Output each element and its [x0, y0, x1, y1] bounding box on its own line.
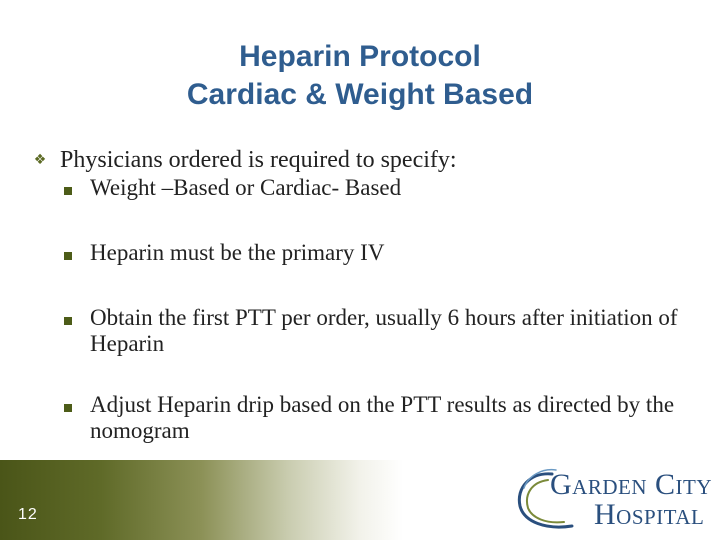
title-line-1: Heparin Protocol	[239, 40, 481, 73]
sub-bullet-item	[64, 305, 680, 357]
slide-title	[0, 38, 720, 114]
logo-text-line-1: Garden City	[550, 468, 712, 501]
square-bullet-icon	[64, 187, 72, 195]
slide-number: 12	[18, 506, 38, 523]
square-bullet-icon	[64, 252, 72, 260]
main-bullet-text: Physicians ordered is required to specify:	[60, 147, 457, 173]
sub-bullet-text: Weight –Based or Cardiac- Based	[90, 175, 402, 200]
sub-bullet-item	[64, 175, 680, 201]
title-line-2: Cardiac & Weight Based	[186, 78, 534, 111]
sub-bullet-text: Obtain the first PTT per order, usually 6 hours after initiation of Heparin	[90, 305, 678, 356]
sub-bullet-text: Adjust Heparin drip based on the PTT results as directed by the nomogram	[90, 392, 675, 443]
hospital-logo	[512, 466, 712, 532]
diamond-bullet-icon: ❖	[33, 152, 47, 168]
main-bullet	[33, 146, 457, 174]
square-bullet-icon	[64, 404, 72, 412]
sub-bullet-item	[64, 392, 680, 444]
sub-bullet-text: Heparin must be the primary IV	[90, 240, 385, 265]
logo-text-line-2: Hospital	[594, 498, 705, 531]
sub-bullet-item	[64, 240, 680, 266]
square-bullet-icon	[64, 317, 72, 325]
